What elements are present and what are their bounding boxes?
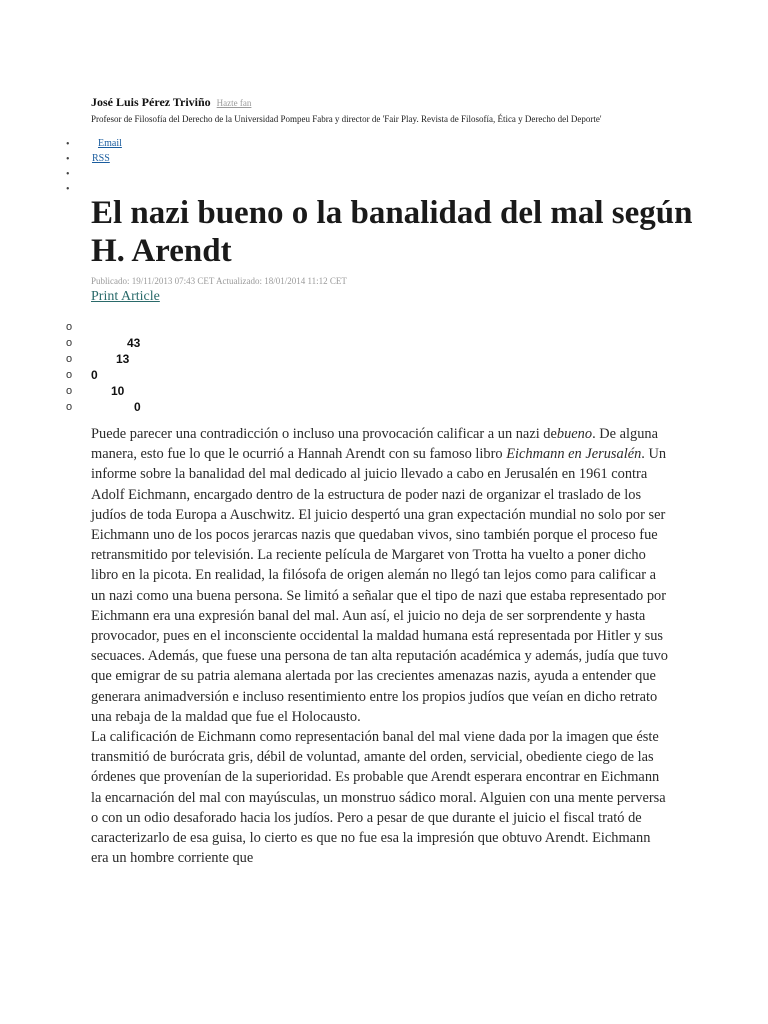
rss-link[interactable]: RSS xyxy=(92,153,110,164)
bullet-icon: • xyxy=(66,184,70,195)
circle-bullet-icon: o xyxy=(66,401,73,413)
social-counts xyxy=(66,319,266,415)
author-bio: Profesor de Filosofía del Derecho de la Universidad Pompeu Fabra y director de 'Fair Play. Revista de Filosofía, Ética y Derecho del Deporte' xyxy=(91,114,602,124)
count-value[interactable]: 13 xyxy=(116,352,130,366)
article-meta xyxy=(91,276,347,286)
count-value[interactable]: 10 xyxy=(111,384,125,398)
bullet-icon: • xyxy=(66,139,70,150)
bullet-icon: • xyxy=(66,154,70,165)
count-item xyxy=(66,367,266,383)
article-title: El nazi bueno o la banalidad del mal según H. Arendt xyxy=(91,195,693,269)
circle-bullet-icon: o xyxy=(66,353,73,365)
count-item xyxy=(66,351,266,367)
circle-bullet-icon: o xyxy=(66,385,73,397)
count-item xyxy=(66,399,266,415)
circle-bullet-icon: o xyxy=(66,321,73,333)
updated-date: 18/01/2014 11:12 CET xyxy=(264,276,347,286)
hazte-fan-link[interactable]: Hazte fan xyxy=(216,98,252,108)
count-item xyxy=(66,335,266,351)
print-article-link[interactable]: Print Article xyxy=(91,289,160,304)
paragraph-text: . Un informe sobre la banalidad del mal dedicado al juicio llevado a cabo en Jerusalén en 1961 contra Adolf Eichmann, encargado dentro de la estructura de poder nazi de organizar el traslado de los judíos de toda Europa a Auschwitz. El juicio despertó una gran expectación mundial no solo por ser Eichmann uno de los pocos jerarcas nazis que quedaban vivos, sino también porque el proceso fue retransmitido por televisión. La reciente película de Margaret von Trotta ha vuelto a poner dicho libro en la picota. En realidad, la filósofa de origen alemán no llegó tan lejos como para calificar a un nazi como una buena persona. Se limitó a señalar que el tipo de nazi que estaba representado por Eichmann era una expresión banal del mal. Aun así, el juicio no deja de ser sorprendente y hasta provocador, pues en el inconsciente occidental la maldad humana está representada por Hitler y sus secuaces. Además, que fuese una persona de tan alta reputación académica y además, judía que tuvo que emigrar de su patria alemana alertada por las crecientes amenazas nazis, ayuda a entender que generara animadversión e incluso resentimiento entre los propios judíos que veían en dicho retrato una rebaja de la maldad que fue el Holocausto. xyxy=(91,446,668,725)
count-item xyxy=(66,319,266,335)
author-block xyxy=(91,93,691,126)
emphasis-text: bueno xyxy=(556,426,593,442)
author-name: José Luis Pérez Triviño xyxy=(91,95,211,109)
book-title: Eichmann en Jerusalén xyxy=(506,446,642,463)
published-label: Publicado: xyxy=(91,276,130,286)
count-value[interactable]: 0 xyxy=(134,400,141,414)
bullet-icon: • xyxy=(66,169,70,180)
circle-bullet-icon: o xyxy=(66,337,73,349)
email-link[interactable]: Email xyxy=(98,138,122,149)
published-date: 19/11/2013 07:43 CET xyxy=(131,276,215,286)
count-value[interactable]: 0 xyxy=(91,368,98,382)
article-body xyxy=(91,424,671,868)
paragraph-text: . De alguna manera, esto fue lo que le ocurrió a Hannah Arendt con su famoso libro xyxy=(91,426,658,463)
count-value[interactable]: 43 xyxy=(127,336,141,350)
article-paragraph xyxy=(91,424,671,727)
count-item xyxy=(66,383,266,399)
updated-label: Actualizado: xyxy=(216,276,263,286)
article-paragraph: La calificación de Eichmann como representación banal del mal viene dada por la imagen que éste transmitió de burócrata gris, débil de voluntad, amante del orden, servicial, obediente ciego de las órdenes que provenían de la superioridad. Es probable que Arendt esperara encontrar en Eichmann la encarnación del mal con mayúsculas, un monstruo sádico moral. Alguien con una mente perversa o con un odio desaforado hacia los judíos. Pero a pesar de que durante el juicio el fiscal trató de caracterizarlo de esa guisa, lo cierto es que no fue esa la impresión que obtuvo Arendt. Eichmann era un hombre corriente que xyxy=(91,729,666,867)
circle-bullet-icon: o xyxy=(66,369,73,381)
paragraph-text: Puede parecer una contradicción o incluso una provocación calificar a un nazi de xyxy=(91,426,557,442)
